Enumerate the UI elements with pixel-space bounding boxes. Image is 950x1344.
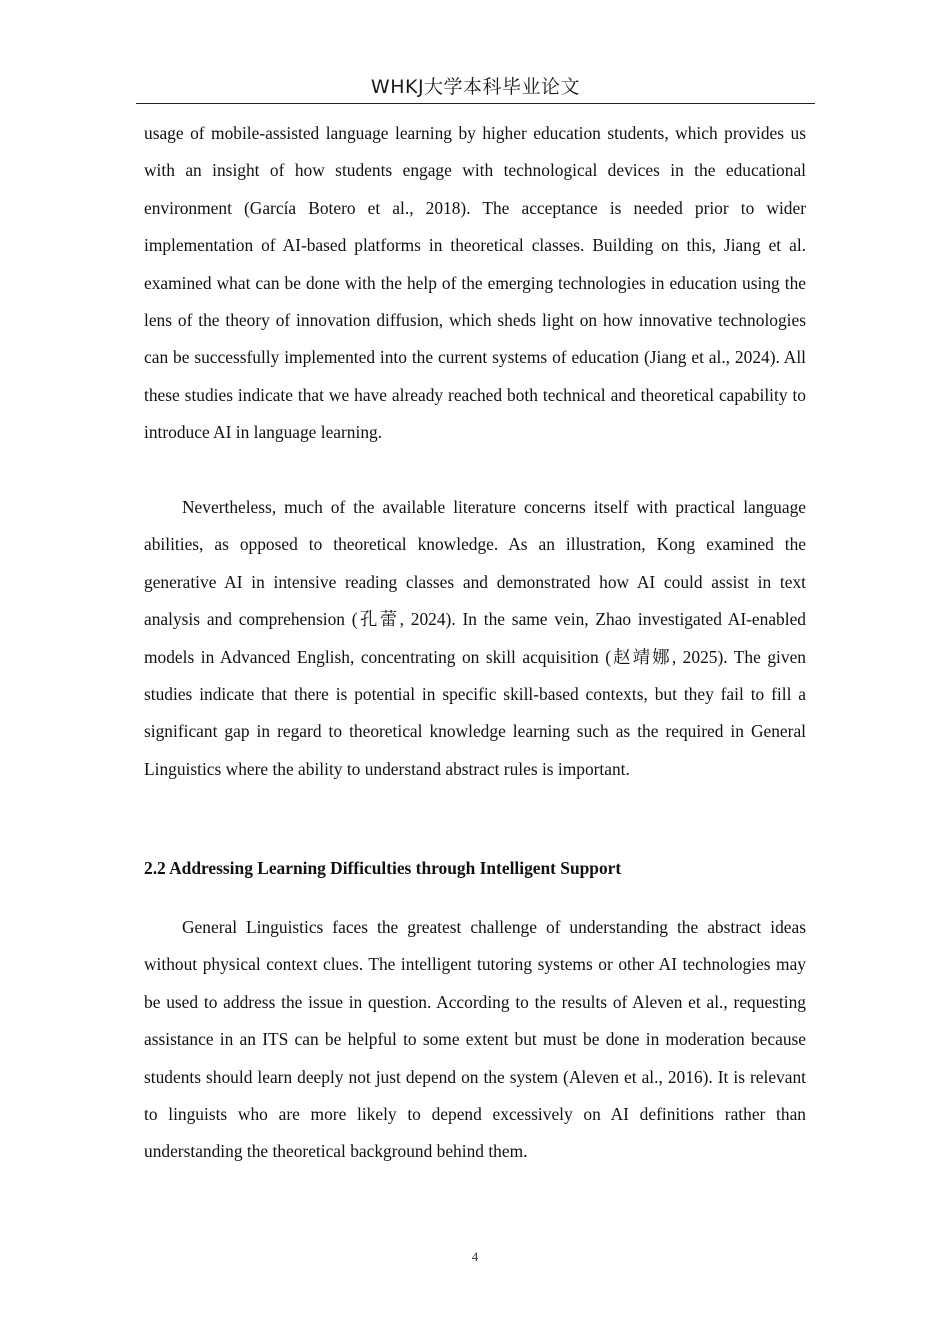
page-header-title: WHKJ大学本科毕业论文 [370,76,581,98]
page-number: 4 [471,1249,479,1264]
body-paragraph-3: General Linguistics faces the greatest challenge of understanding the abstract ideas without physical context clues. The intelligent tutoring systems or other AI technologies may be used to address the issue in question. According to the results of Aleven et al., requesting assistance in an ITS can be helpful to some extent but must be done in moderation because students should learn deeply not just depend on the system (Aleven et al., 2016). It is relevant to linguists who are more likely to depend excessively on AI definitions rather than understanding the theoretical background behind them. [144,917,806,1162]
body-paragraph-2: Nevertheless, much of the available literature concerns itself with practical language abilities, as opposed to theoretical knowledge. As an illustration, Kong examined the generative AI in intensive reading classes and demonstrated how AI could assist in text analysis and comprehension (孔蕾, 2024). In the same vein, Zhao investigated AI-enabled models in Advanced English, concentrating on skill acquisition (赵靖娜, 2025). The given studies indicate that there is potential in specific skill-based contexts, but they fail to fill a significant gap in regard to theoretical knowledge learning such as the required in General Linguistics where the ability to understand abstract rules is important. [144,497,806,779]
section-heading-2-2: 2.2 Addressing Learning Difficulties through Intelligent Support [144,858,622,878]
body-paragraph-1: usage of mobile-assisted language learning by higher education students, which provides us with an insight of how students engage with technological devices in the educational environment (García Botero et al., 2018). The acceptance is needed prior to wider implementation of AI-based platforms in theoretical classes. Building on this, Jiang et al. examined what can be done with the help of the emerging technologies in education using the lens of the theory of innovation diffusion, which sheds light on how innovative technologies can be successfully implemented into the current systems of education (Jiang et al., 2024). All these studies indicate that we have already reached both technical and theoretical capability to introduce AI in language learning. [144,123,806,443]
header-divider [136,103,815,104]
